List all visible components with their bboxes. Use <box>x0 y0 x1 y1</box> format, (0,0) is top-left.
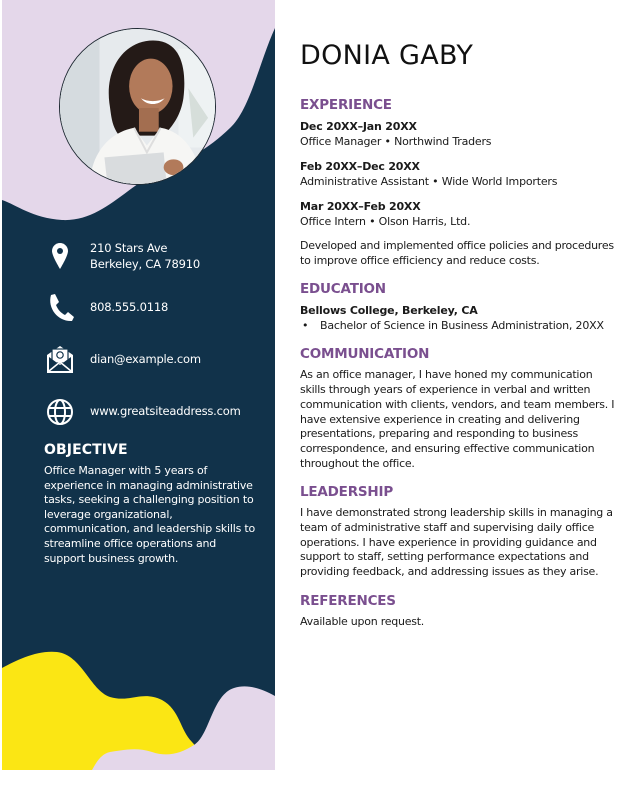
address-line-2: Berkeley, CA 78910 <box>90 257 200 271</box>
contact-phone <box>42 292 169 324</box>
email-envelope-icon <box>42 343 78 375</box>
job-dates: Dec 20XX–Jan 20XX <box>300 120 417 133</box>
job-entry <box>300 119 620 149</box>
communication-text: As an office manager, I have honed my communication skills through years of experience in verbal and written communication with clients, vendors, and team members. I have extensive experience in creating and delivering presentations, preparing and responding to business correspondence, and ensuring effective communication throughout the office. <box>300 368 615 470</box>
job-dates: Feb 20XX–Dec 20XX <box>300 160 420 173</box>
contact-website <box>42 396 241 428</box>
job-entry <box>300 199 620 229</box>
profile-photo <box>59 28 216 185</box>
experience-summary: Developed and implemented office policies and procedures to improve office efficiency and reduce costs. <box>300 239 614 267</box>
references-heading: REFERENCES <box>300 592 396 609</box>
address-line-1: 210 Stars Ave <box>90 241 168 255</box>
objective-text: Office Manager with 5 years of experience in managing administrative tasks, seeking a challenging position to leverage organizational, communication, and leadership skills to streamline office operations and support business growth. <box>44 464 256 565</box>
leadership-text: I have demonstrated strong leadership skills in managing a team of administrative staff and supervising daily office operations. I have experience in providing guidance and support to staff, setting performance expectations and providing feedback, and addressing issues as they arise. <box>300 506 613 579</box>
phone-number[interactable]: 808.555.0118 <box>90 300 169 314</box>
leadership-section <box>300 484 620 580</box>
education-heading: EDUCATION <box>300 281 386 298</box>
job-role: Office Manager • Northwind Traders <box>300 135 492 148</box>
website-url[interactable]: www.greatsiteaddress.com <box>90 404 241 418</box>
contact-email <box>42 343 201 375</box>
communication-section <box>300 346 620 471</box>
education-section <box>300 281 620 333</box>
main-content <box>300 40 620 630</box>
job-role: Administrative Assistant • Wide World Importers <box>300 175 558 188</box>
job-dates: Mar 20XX–Feb 20XX <box>300 200 421 213</box>
portrait-image <box>60 29 215 184</box>
leadership-heading: LEADERSHIP <box>300 484 394 501</box>
bullet: • <box>302 319 309 333</box>
phone-icon <box>42 292 78 324</box>
job-entry <box>300 159 620 189</box>
school-name: Bellows College, Berkeley, CA <box>300 304 478 318</box>
references-section <box>300 593 620 630</box>
sidebar <box>2 0 275 770</box>
experience-heading: EXPERIENCE <box>300 97 392 113</box>
degree-item <box>300 318 620 333</box>
contact-address <box>42 240 200 272</box>
candidate-name: DONIA GABY <box>300 40 474 71</box>
objective-section <box>44 442 259 566</box>
email-address[interactable]: dian@example.com <box>90 352 201 366</box>
job-role: Office Intern • Olson Harris, Ltd. <box>300 215 471 228</box>
location-pin-icon <box>42 240 78 272</box>
experience-section <box>300 97 620 268</box>
objective-heading: OBJECTIVE <box>44 442 128 458</box>
degree-text: Bachelor of Science in Business Administration, 20XX <box>320 319 604 333</box>
references-text: Available upon request. <box>300 614 424 628</box>
globe-icon <box>42 396 78 428</box>
communication-heading: COMMUNICATION <box>300 346 430 363</box>
